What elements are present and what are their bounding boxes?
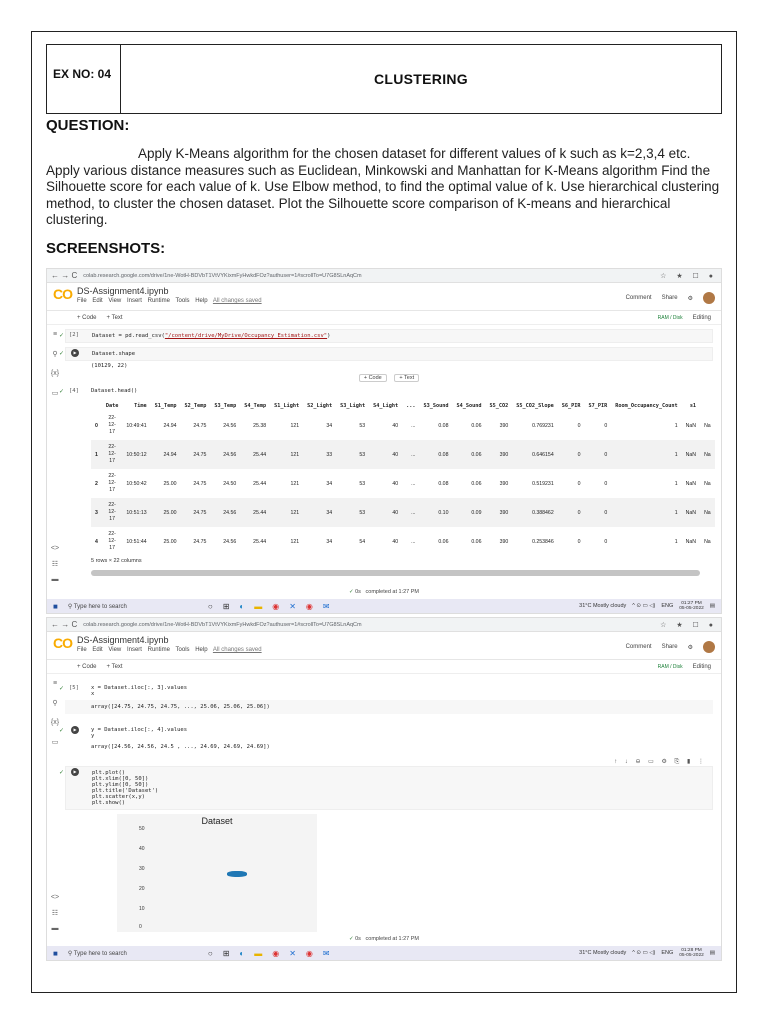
question-text bbox=[46, 146, 722, 229]
table-cell: 10:49:41 bbox=[126, 422, 147, 429]
search-icon[interactable]: ⚲ bbox=[52, 700, 58, 707]
check-icon: ✓ bbox=[348, 589, 354, 595]
cell-prompt: [4] bbox=[69, 388, 79, 394]
table-cell: 24.56 bbox=[210, 440, 240, 469]
table-cell: 25.44 bbox=[253, 480, 267, 487]
table-cell: ... bbox=[411, 422, 416, 429]
table-cell: Na bbox=[700, 440, 715, 469]
cell-output: array([24.75, 24.75, 24.75, ..., 25.06, 25.06, 25.06]) bbox=[65, 700, 713, 714]
table-cell: 53 bbox=[359, 422, 366, 429]
menu-view[interactable]: View bbox=[108, 298, 122, 304]
table-cell: 25.00 bbox=[163, 538, 177, 545]
taskbar-apps bbox=[208, 949, 330, 958]
system-tray-icon[interactable]: ^ ⊙ ▭ ◁) bbox=[632, 603, 656, 609]
table-header-cell: S4_Temp bbox=[244, 403, 267, 409]
file-explorer-icon[interactable]: ▬ bbox=[254, 948, 263, 958]
screenshots-heading: SCREENSHOTS: bbox=[46, 240, 166, 257]
code-cell[interactable] bbox=[59, 347, 713, 371]
check-icon: ✓ bbox=[59, 333, 65, 339]
clock[interactable]: 01:27 PM 05-05-2022 bbox=[679, 601, 704, 611]
y-tick-label: 50 bbox=[139, 826, 145, 832]
table-cell: 40 bbox=[369, 498, 402, 527]
table-header-cell: S1_Temp bbox=[154, 403, 177, 409]
table-cell: 34 bbox=[326, 422, 333, 429]
ram-disk-indicator[interactable]: RAM / Disk bbox=[657, 663, 683, 670]
menu-help[interactable]: Help bbox=[195, 298, 208, 304]
notebook-cells bbox=[59, 682, 713, 932]
table-header-cell: S7_PIR bbox=[588, 403, 608, 409]
check-icon: ✓ bbox=[59, 351, 65, 357]
code-snippets-icon[interactable]: <> bbox=[50, 894, 60, 901]
table-cell: 0.388462 bbox=[512, 498, 557, 527]
insert-code-button[interactable]: + Code bbox=[359, 374, 387, 382]
menu-edit[interactable]: Edit bbox=[92, 647, 103, 653]
table-cell: 40 bbox=[392, 480, 399, 487]
table-cell: 1 bbox=[674, 538, 678, 545]
table-cell: 1 bbox=[611, 440, 681, 469]
table-cell: ... bbox=[402, 498, 419, 527]
table-cell: 121 bbox=[290, 480, 300, 487]
table-cell: 390 bbox=[499, 480, 509, 487]
table-header-cell bbox=[91, 401, 102, 411]
table-header-cell: S4_Sound bbox=[456, 403, 482, 409]
menu-file[interactable]: File bbox=[77, 647, 87, 653]
table-cell: ... bbox=[411, 480, 416, 487]
check-icon: ✓ bbox=[59, 686, 65, 692]
table-cell: 0 bbox=[577, 480, 581, 487]
table-cell: 3 bbox=[91, 498, 102, 527]
table-cell: 22- 12- 17 bbox=[102, 440, 123, 469]
cell-prompt: [2] bbox=[69, 332, 79, 338]
table-cell: 0 bbox=[604, 422, 608, 429]
browser-actions-icon[interactable]: ☆ ★ ☐ ● bbox=[660, 621, 717, 629]
code-editor[interactable]: Dataset = pd.read_csv("/content/drive/MyDrive/Occupancy_Estimation.csv") bbox=[65, 329, 713, 343]
question-heading: QUESTION: bbox=[46, 117, 130, 134]
table-cell: 0 bbox=[577, 538, 581, 545]
question-body: Apply K-Means algorithm for the chosen dataset for different values of k such as k=2,3,4 etc. Apply various distance measures such as Euclidean, Minkowski and Manhattan for K-Means algorithm Find the Silhouette score for each value of k. Use Elbow method, to find the optimal value of k. Use hierarchical clustering method, to cluster the chosen dataset. Plot the Silhouette score comparison of K-means and hierarchical clustering. bbox=[46, 146, 720, 227]
table-cell: 1 bbox=[674, 480, 678, 487]
table-cell: 34 bbox=[303, 498, 336, 527]
table-cell: ... bbox=[402, 440, 419, 469]
table-cell: 24.56 bbox=[223, 538, 237, 545]
chrome-active-icon[interactable]: ◉ bbox=[305, 601, 313, 611]
command-palette-icon[interactable]: ☷ bbox=[51, 561, 59, 568]
table-cell: 40 bbox=[392, 538, 399, 545]
table-cell: 0 bbox=[604, 538, 608, 545]
table-cell: 0.08 bbox=[438, 422, 449, 429]
y-tick-label: 30 bbox=[139, 866, 145, 872]
check-icon: ✓ bbox=[59, 728, 65, 734]
table-cell: 0.06 bbox=[438, 538, 449, 545]
run-cell-icon[interactable]: ▶ bbox=[71, 768, 79, 776]
notebook-name[interactable]: DS-Assignment4.ipynb bbox=[77, 635, 169, 645]
scatter-points bbox=[227, 871, 247, 877]
file-explorer-icon[interactable]: ▬ bbox=[254, 601, 263, 611]
taskbar bbox=[47, 599, 721, 613]
table-cell: 25.44 bbox=[253, 538, 267, 545]
table-cell: ... bbox=[411, 538, 416, 545]
table-cell: 121 bbox=[270, 440, 303, 469]
insert-text-button[interactable]: + Text bbox=[394, 374, 419, 382]
table-header-cell: S5_CO2 bbox=[489, 403, 509, 409]
task-view-icon[interactable]: ⊞ bbox=[222, 601, 230, 611]
editing-mode[interactable]: Editing bbox=[692, 663, 711, 670]
table-cell: 24.94 bbox=[163, 422, 177, 429]
y-tick-label: 0 bbox=[139, 924, 142, 930]
table-cell: 0 bbox=[558, 498, 585, 527]
table-cell: 34 bbox=[326, 538, 333, 545]
table-header-cell: S3_Temp bbox=[214, 403, 237, 409]
code-editor[interactable]: Dataset.head() bbox=[65, 385, 713, 397]
menu-runtime[interactable]: Runtime bbox=[147, 647, 170, 653]
dataframe-table bbox=[91, 401, 715, 556]
colab-header bbox=[47, 283, 721, 311]
code-editor[interactable]: Dataset.shape bbox=[65, 347, 713, 361]
table-cell: 33 bbox=[303, 440, 336, 469]
table-header-cell: ... bbox=[406, 403, 416, 409]
table-header-cell: S4_Light bbox=[373, 403, 399, 409]
add-text-button[interactable]: + Text bbox=[106, 314, 123, 321]
taskbar bbox=[47, 946, 721, 960]
edge-icon[interactable]: ◐ bbox=[239, 601, 245, 611]
save-status[interactable]: All changes saved bbox=[212, 298, 262, 304]
notebook-name[interactable]: DS-Assignment4.ipynb bbox=[77, 286, 169, 296]
vscode-icon[interactable]: ✕ bbox=[289, 948, 296, 958]
windows-icon[interactable]: ■ bbox=[53, 948, 58, 958]
run-cell-icon[interactable]: ▶ bbox=[71, 349, 79, 357]
scatter-plot bbox=[117, 814, 317, 932]
table-cell: 390 bbox=[485, 498, 512, 527]
code-editor[interactable]: plt.plot() plt.xlim([0, 50]) plt.ylim([0, 50]) plt.title('Dataset') plt.scatter(x,y) plt.show() bbox=[65, 766, 713, 810]
variables-icon[interactable]: {x} bbox=[50, 719, 60, 726]
table-header-cell: S1_Light bbox=[274, 403, 300, 409]
notifications-icon[interactable]: ▤ bbox=[709, 950, 715, 956]
menu-tools[interactable]: Tools bbox=[175, 647, 190, 653]
table-cell: 0.769231 bbox=[532, 422, 554, 429]
exercise-number: EX NO: 04 bbox=[47, 45, 121, 113]
table-cell: 10:51:13 bbox=[122, 498, 150, 527]
table-header-cell: S5_CO2_Slope bbox=[516, 403, 554, 409]
notebook-toolbar bbox=[47, 660, 721, 674]
clock[interactable]: 01:28 PM 05-05-2022 bbox=[679, 948, 704, 958]
plot-title: Dataset bbox=[201, 816, 233, 826]
browser-bar bbox=[47, 269, 721, 283]
variables-icon[interactable]: {x} bbox=[50, 370, 60, 377]
table-row bbox=[91, 498, 715, 527]
code-cell[interactable] bbox=[59, 759, 713, 810]
notebook-cells bbox=[59, 329, 713, 576]
table-cell: 0 bbox=[577, 422, 581, 429]
table-cell: 24.75 bbox=[193, 422, 207, 429]
windows-icon[interactable]: ■ bbox=[53, 601, 58, 611]
table-header-cell: Time bbox=[134, 403, 147, 409]
task-view-icon[interactable]: ⊞ bbox=[222, 948, 230, 958]
table-cell: 40 bbox=[369, 440, 402, 469]
files-icon[interactable]: ▭ bbox=[51, 739, 59, 746]
table-cell: 25.44 bbox=[240, 498, 270, 527]
dataframe-footer: 5 rows × 22 columns bbox=[91, 558, 142, 564]
table-cell: 10:50:42 bbox=[126, 480, 147, 487]
edge-icon[interactable]: ◐ bbox=[239, 948, 245, 958]
comment-button[interactable]: Comment bbox=[625, 295, 652, 301]
table-row bbox=[91, 440, 715, 469]
browser-bar bbox=[47, 618, 721, 632]
taskbar-apps bbox=[208, 602, 330, 611]
ram-disk-indicator[interactable]: RAM / Disk bbox=[657, 314, 683, 321]
horizontal-scrollbar[interactable] bbox=[91, 570, 700, 576]
table-header-cell: s1 bbox=[689, 403, 697, 409]
table-cell: 10:50:12 bbox=[122, 440, 150, 469]
code-cell[interactable] bbox=[59, 724, 713, 752]
table-cell: 24.75 bbox=[193, 538, 207, 545]
menu-file[interactable]: File bbox=[77, 298, 87, 304]
command-palette-icon[interactable]: ☷ bbox=[51, 910, 59, 917]
table-cell: 0.253846 bbox=[532, 538, 554, 545]
menu-insert[interactable]: Insert bbox=[126, 647, 142, 653]
execution-status: ✓ 0s completed at 1:27 PM bbox=[348, 936, 420, 942]
share-button[interactable]: Share bbox=[661, 644, 678, 650]
table-cell: 0 bbox=[558, 440, 585, 469]
table-cell: 1 bbox=[91, 440, 102, 469]
table-cell: Na bbox=[704, 422, 711, 429]
table-cell: NaN bbox=[682, 440, 700, 469]
menu-runtime[interactable]: Runtime bbox=[147, 298, 170, 304]
weather-status[interactable]: 31°C Mostly cloudy bbox=[579, 950, 627, 956]
table-cell: 0.10 bbox=[419, 498, 452, 527]
table-cell: 0.06 bbox=[471, 480, 482, 487]
table-cell: NaN bbox=[685, 538, 697, 545]
add-code-button[interactable]: + Code bbox=[77, 663, 97, 670]
sidebar-bottom bbox=[47, 545, 63, 583]
table-cell: 40 bbox=[392, 422, 399, 429]
header-table bbox=[46, 44, 722, 114]
terminal-icon[interactable]: ▬ bbox=[51, 925, 59, 932]
table-cell: 2 bbox=[95, 480, 98, 487]
code-cell[interactable] bbox=[59, 682, 713, 714]
table-row bbox=[91, 527, 715, 556]
cell-output: array([24.56, 24.56, 24.5 , ..., 24.69, 24.69, 24.69]) bbox=[91, 744, 270, 750]
check-icon: ✓ bbox=[348, 936, 354, 942]
language-indicator[interactable]: ENG bbox=[661, 950, 674, 956]
table-cell: 0 bbox=[604, 480, 608, 487]
editing-mode[interactable]: Editing bbox=[692, 314, 711, 321]
code-snippets-icon[interactable]: <> bbox=[50, 545, 60, 552]
menu-bar bbox=[77, 298, 626, 304]
code-cell[interactable] bbox=[59, 385, 713, 397]
table-cell: 53 bbox=[359, 480, 366, 487]
table-header-cell: Date bbox=[105, 403, 119, 409]
table-cell: 53 bbox=[336, 440, 369, 469]
table-cell: 0 bbox=[95, 422, 98, 429]
table-cell: 24.50 bbox=[223, 480, 237, 487]
table-cell: 24.75 bbox=[180, 440, 210, 469]
files-icon[interactable]: ▭ bbox=[51, 390, 59, 397]
table-cell: 22- 12- 17 bbox=[102, 498, 123, 527]
menu-bar bbox=[77, 647, 626, 653]
table-cell: 1 bbox=[611, 498, 681, 527]
table-cell: 4 bbox=[95, 538, 98, 545]
table-cell: 390 bbox=[499, 422, 509, 429]
cell-toolbar-icon[interactable]: ↑ ↓ ⊖ ▭ ⚙ ⎘ ▮ ⋮ bbox=[614, 759, 707, 765]
mail-icon[interactable]: ✉ bbox=[322, 601, 330, 611]
y-tick-label: 20 bbox=[139, 886, 145, 892]
table-cell: 0.09 bbox=[452, 498, 485, 527]
notifications-icon[interactable]: ▤ bbox=[709, 603, 715, 609]
table-cell: 390 bbox=[485, 440, 512, 469]
table-cell: 22- 12- 17 bbox=[108, 473, 116, 493]
table-cell: 0.06 bbox=[452, 440, 485, 469]
table-cell: Na bbox=[704, 538, 711, 545]
add-code-button[interactable]: + Code bbox=[77, 314, 97, 321]
table-cell: 25.00 bbox=[163, 480, 177, 487]
cell-prompt: [5] bbox=[69, 685, 79, 691]
table-cell: 24.75 bbox=[180, 498, 210, 527]
table-cell: 390 bbox=[499, 538, 509, 545]
table-cell: 0.646154 bbox=[512, 440, 557, 469]
chrome-icon[interactable]: ◉ bbox=[272, 948, 280, 958]
table-cell: 0.06 bbox=[471, 422, 482, 429]
table-cell: NaN bbox=[682, 498, 700, 527]
save-status[interactable]: All changes saved bbox=[212, 647, 262, 653]
url-bar[interactable]: colab.research.google.com/drive/1ne-WotH-BDVbT1VtVYKixmFyHwkdFOz?authuser=1#scrollTo=U7G8SLnAqCm bbox=[83, 621, 362, 628]
code-cell[interactable] bbox=[59, 329, 713, 343]
weather-status[interactable]: 31°C Mostly cloudy bbox=[579, 603, 627, 609]
check-icon: ✓ bbox=[59, 389, 65, 395]
table-cell: 24.56 bbox=[223, 422, 237, 429]
colab-header bbox=[47, 632, 721, 660]
run-cell-icon[interactable]: ▶ bbox=[71, 726, 79, 734]
table-cell: 1 bbox=[674, 422, 678, 429]
chrome-active-icon[interactable]: ◉ bbox=[305, 948, 313, 958]
table-header-cell: Room_Occupancy_Count bbox=[615, 403, 678, 409]
table-header-cell: S3_Sound bbox=[423, 403, 449, 409]
cortana-icon[interactable]: ○ bbox=[207, 601, 213, 611]
table-header-cell: S2_Light bbox=[307, 403, 333, 409]
cortana-icon[interactable]: ○ bbox=[207, 948, 213, 958]
table-cell: 24.94 bbox=[151, 440, 181, 469]
table-header-cell: S2_Temp bbox=[184, 403, 207, 409]
document-title: CLUSTERING bbox=[374, 71, 468, 87]
url-bar[interactable]: colab.research.google.com/drive/1ne-WotH-BDVbT1VtVYKixmFyHwkdFOz?authuser=1#scrollTo=U7G8SLnAqCm bbox=[83, 272, 362, 279]
table-cell: 0.519231 bbox=[532, 480, 554, 487]
menu-help[interactable]: Help bbox=[195, 647, 208, 653]
table-cell: 0.08 bbox=[438, 480, 449, 487]
table-cell: 24.75 bbox=[193, 480, 207, 487]
cell-output: (10129, 22) bbox=[91, 363, 128, 369]
settings-icon[interactable]: ⚙ bbox=[687, 644, 693, 651]
screenshot-1 bbox=[46, 268, 722, 614]
browser-actions-icon[interactable]: ☆ ★ ☐ ● bbox=[660, 272, 717, 280]
screenshot-2 bbox=[46, 617, 722, 961]
table-header-cell: S6_PIR bbox=[561, 403, 581, 409]
avatar[interactable] bbox=[703, 292, 715, 304]
mail-icon[interactable]: ✉ bbox=[322, 948, 330, 958]
table-row bbox=[91, 469, 715, 498]
table-cell: 54 bbox=[359, 538, 366, 545]
table-cell: 22- 12- 17 bbox=[108, 415, 116, 435]
y-tick-label: 10 bbox=[139, 906, 145, 912]
menu-edit[interactable]: Edit bbox=[92, 298, 103, 304]
settings-icon[interactable]: ⚙ bbox=[687, 295, 693, 302]
colab-logo: CO bbox=[53, 286, 72, 302]
vscode-icon[interactable]: ✕ bbox=[289, 601, 296, 611]
table-cell: 121 bbox=[290, 422, 300, 429]
search-icon[interactable]: ⚲ bbox=[52, 351, 58, 358]
back-forward-icon[interactable]: ← → C bbox=[51, 271, 78, 280]
sidebar-bottom bbox=[47, 894, 63, 932]
table-of-contents-icon[interactable]: ≡ bbox=[52, 331, 58, 338]
notebook-toolbar bbox=[47, 311, 721, 325]
chrome-icon[interactable]: ◉ bbox=[272, 601, 280, 611]
share-button[interactable]: Share bbox=[661, 295, 678, 301]
terminal-icon[interactable]: ▬ bbox=[51, 576, 59, 583]
table-cell: 53 bbox=[336, 498, 369, 527]
table-row bbox=[91, 411, 715, 440]
colab-logo: CO bbox=[53, 635, 72, 651]
taskbar-search[interactable]: ⚲ Type here to search bbox=[67, 950, 127, 957]
code-editor[interactable]: y = Dataset.iloc[:, 4].values y bbox=[65, 724, 713, 742]
system-tray-icon[interactable]: ^ ⊙ ▭ ◁) bbox=[632, 950, 656, 956]
table-cell: 121 bbox=[270, 498, 303, 527]
table-of-contents-icon[interactable]: ≡ bbox=[52, 680, 58, 687]
check-icon: ✓ bbox=[59, 770, 65, 776]
table-cell: 0 bbox=[584, 440, 611, 469]
table-cell: 24.56 bbox=[210, 498, 240, 527]
taskbar-search[interactable]: ⚲ Type here to search bbox=[67, 603, 127, 610]
table-cell: NaN bbox=[685, 480, 697, 487]
menu-view[interactable]: View bbox=[108, 647, 122, 653]
comment-button[interactable]: Comment bbox=[625, 644, 652, 650]
table-cell: 0 bbox=[584, 498, 611, 527]
menu-insert[interactable]: Insert bbox=[126, 298, 142, 304]
table-cell: 10:51:44 bbox=[126, 538, 147, 545]
table-cell: 25.38 bbox=[253, 422, 267, 429]
table-cell: 22- 12- 17 bbox=[108, 531, 116, 551]
table-header-cell bbox=[700, 401, 715, 411]
insert-bar bbox=[65, 375, 713, 385]
table-cell: 34 bbox=[326, 480, 333, 487]
table-cell: 25.00 bbox=[151, 498, 181, 527]
table-cell: 0.06 bbox=[471, 538, 482, 545]
table-cell: Na bbox=[700, 498, 715, 527]
add-text-button[interactable]: + Text bbox=[106, 663, 123, 670]
execution-status: ✓ 0s completed at 1:27 PM bbox=[348, 589, 420, 595]
language-indicator[interactable]: ENG bbox=[661, 603, 674, 609]
back-forward-icon[interactable]: ← → C bbox=[51, 620, 78, 629]
table-cell: NaN bbox=[685, 422, 697, 429]
table-header-cell: S3_Light bbox=[340, 403, 366, 409]
table-cell: 0.08 bbox=[419, 440, 452, 469]
table-cell: Na bbox=[704, 480, 711, 487]
y-tick-label: 40 bbox=[139, 846, 145, 852]
avatar[interactable] bbox=[703, 641, 715, 653]
code-editor[interactable]: x = Dataset.iloc[:, 3].values x bbox=[65, 682, 713, 700]
menu-tools[interactable]: Tools bbox=[175, 298, 190, 304]
table-cell: 121 bbox=[290, 538, 300, 545]
table-cell: 25.44 bbox=[240, 440, 270, 469]
